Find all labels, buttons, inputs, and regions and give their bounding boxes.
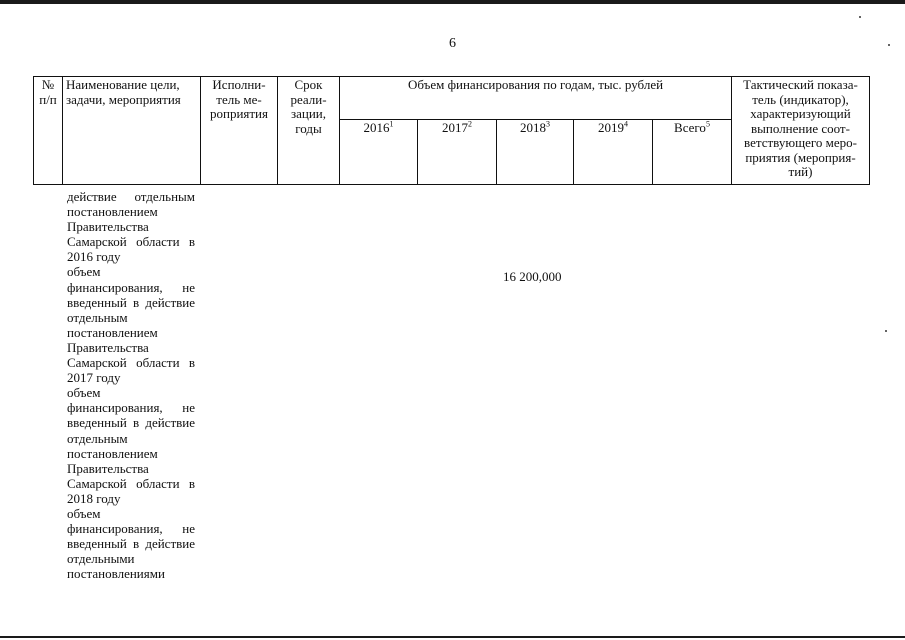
page-number: 6	[449, 36, 456, 51]
header-year-2019: 2019$^4$	[574, 120, 653, 185]
header-num: № п/п	[34, 77, 63, 185]
scan-speck	[885, 330, 887, 332]
header-term: Срок реали-зации, годы	[278, 77, 340, 185]
text-paragraph: объем финансирования, не введенный в действие отдельными постановлениями	[67, 505, 195, 582]
activity-name-text	[67, 189, 195, 581]
header-year-2018: 2018$^3$	[497, 120, 574, 185]
header-year-total: Всего$^5$	[653, 120, 732, 185]
text-paragraph: действие отдельным постановлением Правительства Самарской области в 2016 году	[67, 189, 195, 265]
header-funding: Объем финансирования по годам, тыс. рублей	[340, 77, 732, 120]
text-paragraph: объем финансирования, не введенный в действие отдельным постановлением Правительства Самарской области в 2018 году	[67, 385, 195, 506]
amount-2018-value: 16 200,000	[503, 269, 562, 284]
text-paragraph: объем финансирования, не введенный в действие отдельным постановлением Правительства Самарской области в 2017 году	[67, 264, 195, 386]
header-indicator: Тактический показа-тель (индикатор), характеризующий выполнение соот-ветствующего меро-приятия (мероприя-тий)	[732, 77, 870, 185]
header-name: Наименование цели, задачи, мероприятия	[63, 77, 201, 185]
page-top-border	[0, 0, 905, 4]
header-year-2017: 2017$^2$	[418, 120, 497, 185]
header-executor: Исполни-тель ме-роприятия	[201, 77, 278, 185]
scan-speck	[859, 16, 861, 18]
page-bottom-border	[0, 636, 905, 638]
header-year-2016: 2016$^1$	[340, 120, 418, 185]
funding-table-header	[33, 76, 870, 185]
